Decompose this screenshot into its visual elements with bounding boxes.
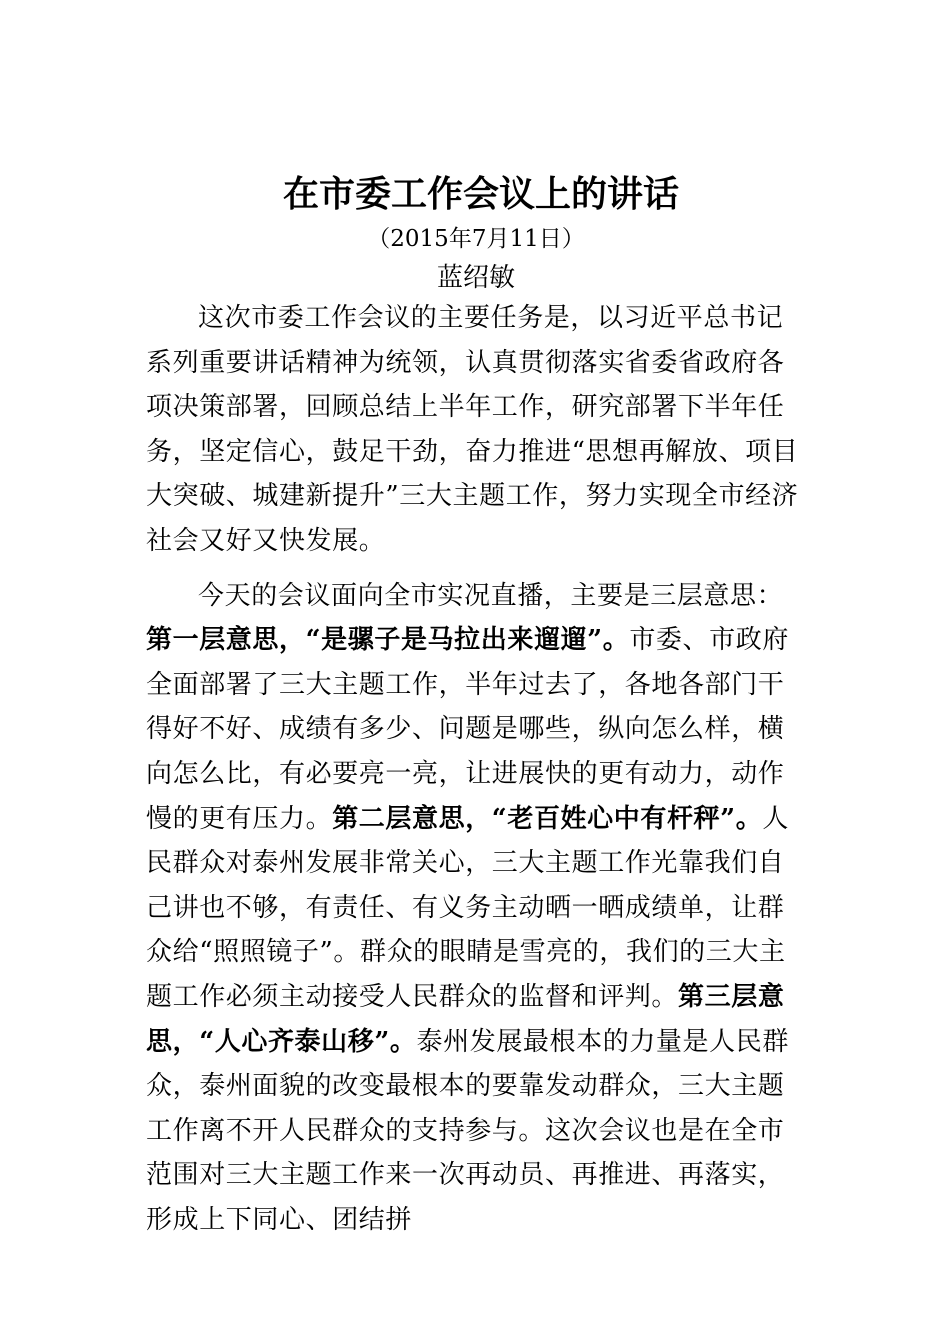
- point-one-heading: 第一层意思，“是骡子是马拉出来遛遛”。: [146, 625, 630, 656]
- paragraph-three-points: [146, 574, 806, 1243]
- document-page: [146, 170, 806, 1242]
- point-two-text: 人民群众对泰州发展非常关心，三大主题工作光靠我们自己讲也不够，有责任、有义务主动晒一晒成绩单，让群众给“照照镜子”。群众的眼睛是雪亮的，我们的三大主题工作必须主动接受人民群众的监督和评判。: [146, 803, 789, 1012]
- document-title: 在市委工作会议上的讲话: [282, 173, 679, 215]
- paragraph-intro-text: 这次市委工作会议的主要任务是，以习近平总书记系列重要讲话精神为统领，认真贯彻落实省委省政府各项决策部署，回顾总结上半年工作，研究部署下半年任务，坚定信心，鼓足干劲，奋力推进“思想再解放、项目大突破、城建新提升”三大主题工作，努力实现全市经济社会又好又快发展。: [146, 303, 799, 556]
- point-two-heading: 第二层意思，“老百姓心中有杆秤”。: [332, 803, 763, 834]
- points-intro-text: 今天的会议面向全市实况直播，主要是三层意思：: [198, 580, 784, 611]
- point-one-text: 市委、市政府全面部署了三大主题工作，半年过去了，各地各部门干得好不好、成绩有多少、问题是哪些，纵向怎么样，横向怎么比，有必要亮一亮，让进展快的更有动力，动作慢的更有压力。: [146, 625, 789, 834]
- paragraph-intro: [146, 296, 806, 564]
- point-three-text: 泰州发展最根本的力量是人民群众，泰州面貌的改变最根本的要靠发动群众，三大主题工作离不开人民群众的支持参与。这次会议也是在全市范围对三大主题工作来一次再动员、再推进、再落实，形成上下同心、团结拼: [146, 1026, 789, 1235]
- speech-author: 蓝绍敏: [436, 263, 515, 293]
- point-three-heading: 第三层意思，“人心齐泰山移”。: [146, 981, 785, 1057]
- speech-date: （2015年7月11日）: [367, 226, 585, 252]
